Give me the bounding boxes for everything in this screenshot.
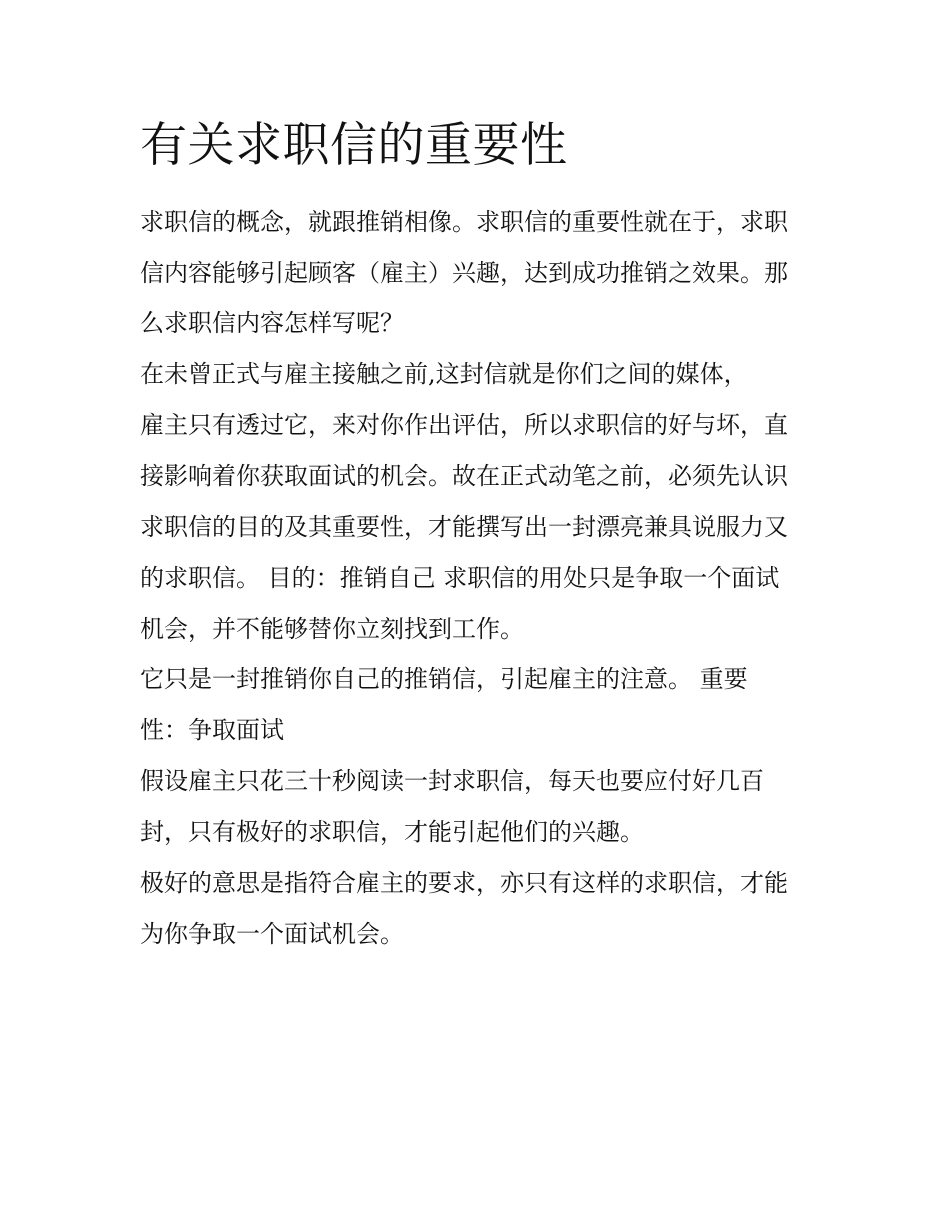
body-line-15: 为你争取一个面试机会。	[140, 920, 404, 948]
body-line-1: 求职信的概念，就跟推销相像。求职信的重要性就在于，求职	[140, 208, 788, 236]
body-line-4: 在未曾正式与雇主接触之前,这封信就是你们之间的媒体，	[140, 360, 748, 388]
body-line-2: 信内容能够引起顾客（雇主）兴趣，达到成功推销之效果。那	[140, 259, 788, 287]
body-line-12: 假设雇主只花三十秒阅读一封求职信，每天也要应付好几百	[140, 767, 764, 795]
body-line-7: 求职信的目的及其重要性，才能撰写出一封漂亮兼具说服力又	[140, 513, 788, 541]
body-line-14: 极好的意思是指符合雇主的要求，亦只有这样的求职信，才能	[140, 869, 788, 897]
body-line-10: 它只是一封推销你自己的推销信，引起雇主的注意。 重要	[140, 665, 748, 693]
body-line-11: 性：争取面试	[140, 716, 284, 744]
body-line-13: 封，只有极好的求职信，才能引起他们的兴趣。	[140, 818, 644, 846]
body-line-9: 机会，并不能够替你立刻找到工作。	[140, 615, 524, 643]
body-line-8: 的求职信。 目的：推销自己 求职信的用处只是争取一个面试	[140, 564, 780, 592]
body-line-3: 么求职信内容怎样写呢？	[140, 309, 404, 337]
body-line-6: 接影响着你获取面试的机会。故在正式动笔之前，必须先认识	[140, 462, 788, 490]
body-line-5: 雇主只有透过它，来对你作出评估，所以求职信的好与坏，直	[140, 411, 788, 439]
document-title: 有关求职信的重要性	[140, 118, 568, 173]
